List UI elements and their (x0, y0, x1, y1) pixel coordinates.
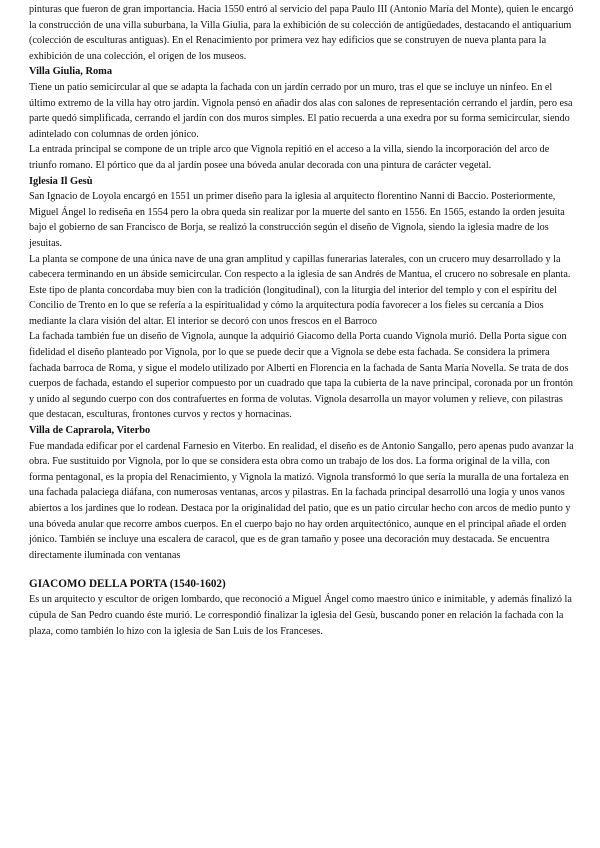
paragraph-della-porta-1: Es un arquitecto y escultor de origen lombardo, que reconoció a Miguel Ángel como maestro único e inimitable, y además finalizó la cúpula de San Pedro cuando éste murió. Le correspondió finalizar la iglesia del Gesù, buscando poner en relación la fachada con la plaza, como también lo hizo con la iglesia de San Luis de los Franceses. (29, 594, 572, 637)
paragraph-caprarola-1: Fue mandada edificar por el cardenal Farnesio en Viterbo. En realidad, el diseño es de Antonio Sangallo, pero apenas pudo avanzar la obra. Fue sustituido por Vignola, por lo que se considera esta obra como un trabajo de los dos. La forma original de la villa, con forma pentagonal, es la propia del Renacimiento, y Vignola la matizó. Vignola transformó lo que sería la muralla de una fortaleza en una fachada palaciega diáfana, con numerosas ventanas, arcos y pilastras. En la fachada principal desarrolló una logia y unos vanos abiertos a los jardines que lo rodean. Destaca por la originalidad del patio, que es un patio circular hecho con arcos de medio punto y una bóveda anular que recorre ambos cuerpos. En el cuerpo bajo no hay orden arquitectónico, aunque en el principal añade el orden jónico. También se incluye una escalera de caracol, que es de gran tamaño y posee una decoración muy destacada. Se encuentra directamente iluminada con ventanas (29, 440, 574, 561)
heading-villa-giulia: Villa Giulia, Roma (29, 66, 113, 78)
document-body (29, 2, 575, 639)
heading-gesu: Iglesia Il Gesù (29, 175, 93, 187)
heading-caprarola: Villa de Caprarola, Viterbo (29, 425, 151, 437)
intro-paragraph: pinturas que fueron de gran importancia. Hacia 1550 entró al servicio del papa Paulo III (Antonio María del Monte), quien le encargó la construcción de una villa suburbana, la Villa Giulia, para la exhibición de su colección de antigüedades, destacando el antiquarium (colección de esculturas antiguas). En el Renacimiento por primera vez hay edificios que se construyen de nueva planta para la exhibición de una colección, el origen de los museos. (29, 4, 574, 62)
paragraph-gesu-2: La planta se compone de una única nave de una gran amplitud y capillas funerarias laterales, con un crucero muy desarrollado y la cabecera terminando en un ábside semicircular. Con respecto a la iglesia de san Andrés de Mantua, el crucero no sobresale en planta. Este tipo de planta concordaba muy bien con la tradición (longitudinal), con la liturgia del interior del templo y con el espíritu del Concilio de Trento en lo que se refería a la espiritualidad y cómo la arquitectura podía favorecer a los fieles su cercanía a Dios mediante la clara visión del altar. El interior se decoró con unos frescos en el Barroco (29, 253, 571, 327)
paragraph-villa-giulia-1: Tiene un patio semicircular al que se adapta la fachada con un jardín cerrado por un muro, tras el que se incluye un ninfeo. En el último extremo de la villa hay otro jardín. Vignola pensó en añadir dos alas con salones de representación cerrando el jardín, pero esa parte quedó simplificada, cerrando el jardín con dos muros simples. El patio recuerda a una exedra por su forma semicircular, siendo adintelado con columnas de orden jónico. (29, 81, 573, 140)
paragraph-villa-giulia-2: La entrada principal se compone de un triple arco que Vignola repitió en el acceso a la villa, siendo la incorporación del arco de triunfo romano. El pórtico que da al jardín posee una bóveda anular decorada con una pintura de carácter vegetal. (29, 144, 550, 171)
section-title-della-porta: GIACOMO DELLA PORTA (1540-1602) (29, 578, 226, 591)
paragraph-gesu-3: La fachada también fue un diseño de Vignola, aunque la adquirió Giacomo della Porta cuando Vignola murió. Della Porta sigue con fidelidad el diseño planteado por Vignola, por lo que se puede decir que a Vignola se debe esta fachada. Se considera la primera fachada barroca de Roma, y sigue el modelo utilizado por Alberti en Florencia en la fachada de Santa María Novella. Se trata de dos cuerpos de fachada, estando el superior compuesto por un cuadrado que tapa la cubierta de la nave principal, coronada por un frontón y unido al segundo cuerpo con dos contrafuertes en forma de volutas. Vignola desarrolla un mayor volumen y relieve, con pilastras que destacan, esculturas, frontones curvos y rectos y hornacinas. (29, 331, 573, 421)
paragraph-gesu-1: San Ignacio de Loyola encargó en 1551 un primer diseño para la iglesia al arquitecto florentino Nanni di Baccio. Posteriormente, Miguel Ángel lo rediseña en 1554 pero la obra queda sin realizar por la muerte del santo en 1556. En 1565, estando la orden jesuita bajo el gobierno de san Francisco de Borja, se realizó la construcción según el diseño de Vignola, siendo la iglesia madre de los jesuitas. (29, 191, 565, 249)
